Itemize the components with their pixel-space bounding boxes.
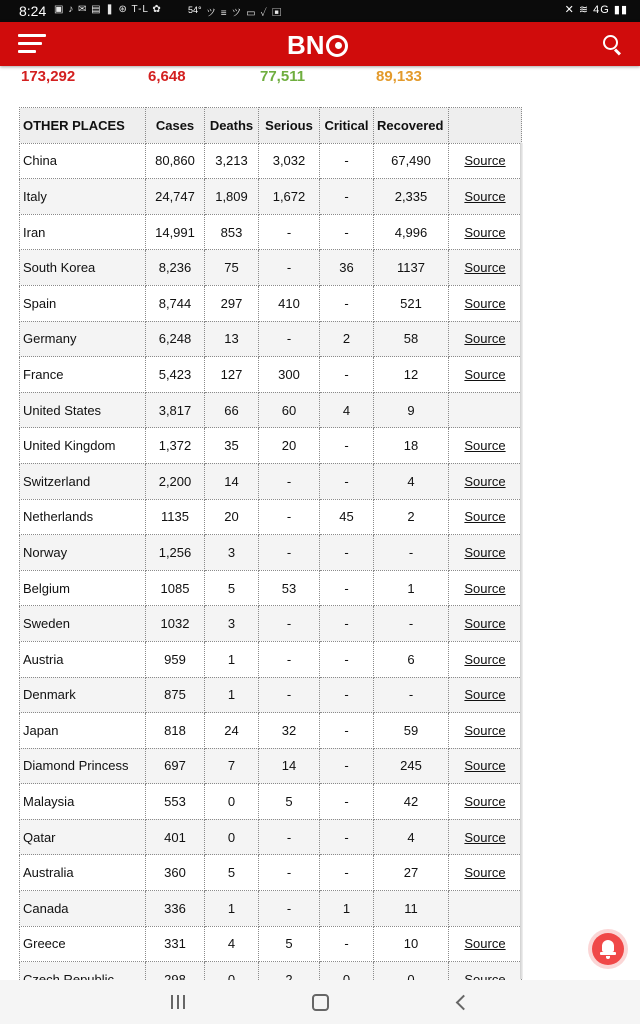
deaths-cell: 3 <box>205 535 259 571</box>
header-critical[interactable]: Critical <box>320 108 374 144</box>
serious-cell: 5 <box>259 784 320 820</box>
place-cell: Germany <box>20 321 146 357</box>
place-cell: Austria <box>20 641 146 677</box>
critical-cell: 1 <box>320 891 374 927</box>
table-row <box>20 677 522 713</box>
table-row <box>20 357 522 393</box>
serious-cell: 60 <box>259 392 320 428</box>
globe-icon <box>326 35 348 57</box>
other-places-table-container[interactable] <box>19 107 521 979</box>
cases-cell: 1,256 <box>146 535 205 571</box>
recovered-cell: 11 <box>374 891 449 927</box>
cases-cell: 8,744 <box>146 285 205 321</box>
android-nav-bar <box>0 980 640 1024</box>
serious-cell: 32 <box>259 713 320 749</box>
deaths-cell: 853 <box>205 214 259 250</box>
deaths-cell: 20 <box>205 499 259 535</box>
source-link[interactable]: Source <box>449 819 522 855</box>
serious-cell: 5 <box>259 926 320 962</box>
totals-summary <box>0 66 640 106</box>
header-deaths[interactable]: Deaths <box>205 108 259 144</box>
serious-cell: 410 <box>259 285 320 321</box>
notification-bell-icon[interactable] <box>592 933 624 965</box>
serious-cell: 20 <box>259 428 320 464</box>
serious-cell: 1,672 <box>259 179 320 215</box>
total-deaths: 6,648 <box>148 68 186 85</box>
deaths-cell: 0 <box>205 819 259 855</box>
place-cell: Iran <box>20 214 146 250</box>
recovered-cell: 2 <box>374 499 449 535</box>
critical-cell: - <box>320 713 374 749</box>
critical-cell: - <box>320 641 374 677</box>
table-row <box>20 606 522 642</box>
recovered-cell: 42 <box>374 784 449 820</box>
serious-cell: - <box>259 891 320 927</box>
table-row <box>20 926 522 962</box>
recent-apps-icon[interactable] <box>171 995 187 1009</box>
table-row <box>20 855 522 891</box>
header-other-places[interactable]: OTHER PLACES <box>20 108 146 144</box>
place-cell: France <box>20 357 146 393</box>
place-cell: Sweden <box>20 606 146 642</box>
status-more-icons: ツ ≡ ツ ▭ ✓ ▣ <box>206 8 283 19</box>
cases-cell: 1085 <box>146 570 205 606</box>
header-cases[interactable]: Cases <box>146 108 205 144</box>
cases-cell: 959 <box>146 641 205 677</box>
table-row <box>20 143 522 179</box>
recovered-cell: - <box>374 606 449 642</box>
table-row <box>20 179 522 215</box>
cases-cell: 1,372 <box>146 428 205 464</box>
hamburger-menu-icon[interactable] <box>18 34 46 54</box>
cases-cell: 336 <box>146 891 205 927</box>
cases-cell: 331 <box>146 926 205 962</box>
recovered-cell: 18 <box>374 428 449 464</box>
app-header <box>0 22 640 66</box>
cases-cell: 5,423 <box>146 357 205 393</box>
recovered-cell: 4 <box>374 463 449 499</box>
serious-cell: 3,032 <box>259 143 320 179</box>
place-cell: United Kingdom <box>20 428 146 464</box>
cases-cell: 24,747 <box>146 179 205 215</box>
source-link[interactable]: Source <box>449 463 522 499</box>
source-link[interactable]: Source <box>449 606 522 642</box>
critical-cell: - <box>320 748 374 784</box>
cases-cell: 80,860 <box>146 143 205 179</box>
table-row <box>20 713 522 749</box>
status-temperature: 54° <box>188 5 202 15</box>
cases-cell: 14,991 <box>146 214 205 250</box>
table-row <box>20 819 522 855</box>
recovered-cell: 521 <box>374 285 449 321</box>
place-cell: Greece <box>20 926 146 962</box>
total-cases: 173,292 <box>21 68 76 85</box>
place-cell: Canada <box>20 891 146 927</box>
critical-cell: 36 <box>320 250 374 286</box>
source-link[interactable]: Source <box>449 321 522 357</box>
deaths-cell: 4 <box>205 926 259 962</box>
table-row <box>20 499 522 535</box>
critical-cell: - <box>320 357 374 393</box>
source-link <box>449 392 522 428</box>
recovered-cell: 6 <box>374 641 449 677</box>
recovered-cell: 67,490 <box>374 143 449 179</box>
table-row <box>20 285 522 321</box>
source-link[interactable]: Source <box>449 713 522 749</box>
deaths-cell: 5 <box>205 855 259 891</box>
place-cell: Denmark <box>20 677 146 713</box>
status-notification-icons: ▣ ♪ ✉ ▤ ❚ ⊛ T-L ✿ <box>54 4 162 15</box>
source-link[interactable]: Source <box>449 428 522 464</box>
source-link[interactable]: Source <box>449 357 522 393</box>
place-cell: Diamond Princess <box>20 748 146 784</box>
cases-cell: 697 <box>146 748 205 784</box>
place-cell: Italy <box>20 179 146 215</box>
source-link[interactable]: Source <box>449 570 522 606</box>
other-places-table <box>19 107 522 998</box>
critical-cell: - <box>320 926 374 962</box>
critical-cell: 4 <box>320 392 374 428</box>
critical-cell: - <box>320 143 374 179</box>
deaths-cell: 1 <box>205 641 259 677</box>
total-recovered: 77,511 <box>260 68 306 85</box>
place-cell: Malaysia <box>20 784 146 820</box>
table-row <box>20 891 522 927</box>
logo-text: BN <box>287 30 325 60</box>
critical-cell: - <box>320 570 374 606</box>
source-link[interactable]: Source <box>449 535 522 571</box>
critical-cell: - <box>320 819 374 855</box>
serious-cell: - <box>259 499 320 535</box>
status-system-icons: ✕ ≋ 4G ▮▮ <box>564 4 628 16</box>
critical-cell: - <box>320 285 374 321</box>
recovered-cell: 1137 <box>374 250 449 286</box>
deaths-cell: 13 <box>205 321 259 357</box>
deaths-cell: 1 <box>205 891 259 927</box>
deaths-cell: 14 <box>205 463 259 499</box>
table-row <box>20 641 522 677</box>
serious-cell: 53 <box>259 570 320 606</box>
deaths-cell: 3 <box>205 606 259 642</box>
critical-cell: 45 <box>320 499 374 535</box>
critical-cell: - <box>320 784 374 820</box>
recovered-cell: 9 <box>374 392 449 428</box>
recovered-cell: 1 <box>374 570 449 606</box>
deaths-cell: 7 <box>205 748 259 784</box>
serious-cell: - <box>259 535 320 571</box>
deaths-cell: 66 <box>205 392 259 428</box>
table-scroll-edge <box>520 143 523 979</box>
cases-cell: 360 <box>146 855 205 891</box>
table-row <box>20 784 522 820</box>
place-cell: South Korea <box>20 250 146 286</box>
recovered-cell: 4,996 <box>374 214 449 250</box>
recovered-cell: 245 <box>374 748 449 784</box>
deaths-cell: 5 <box>205 570 259 606</box>
place-cell: Belgium <box>20 570 146 606</box>
critical-cell: - <box>320 677 374 713</box>
cases-cell: 553 <box>146 784 205 820</box>
header-recovered[interactable]: Recovered <box>374 108 449 144</box>
recovered-cell: 4 <box>374 819 449 855</box>
status-time: 8:24 <box>19 3 47 19</box>
deaths-cell: 3,213 <box>205 143 259 179</box>
serious-cell: - <box>259 819 320 855</box>
critical-cell: - <box>320 463 374 499</box>
critical-cell: - <box>320 606 374 642</box>
table-row <box>20 428 522 464</box>
source-link[interactable]: Source <box>449 143 522 179</box>
serious-cell: - <box>259 606 320 642</box>
place-cell: Qatar <box>20 819 146 855</box>
cases-cell: 3,817 <box>146 392 205 428</box>
cases-cell: 1135 <box>146 499 205 535</box>
serious-cell: - <box>259 677 320 713</box>
serious-cell: - <box>259 463 320 499</box>
place-cell: Norway <box>20 535 146 571</box>
source-link[interactable]: Source <box>449 926 522 962</box>
place-cell: China <box>20 143 146 179</box>
recovered-cell: 58 <box>374 321 449 357</box>
cases-cell: 818 <box>146 713 205 749</box>
search-icon[interactable] <box>603 35 621 53</box>
deaths-cell: 0 <box>205 784 259 820</box>
table-row <box>20 748 522 784</box>
header-serious[interactable]: Serious <box>259 108 320 144</box>
cases-cell: 875 <box>146 677 205 713</box>
critical-cell: - <box>320 855 374 891</box>
recovered-cell: 27 <box>374 855 449 891</box>
serious-cell: - <box>259 321 320 357</box>
critical-cell: - <box>320 179 374 215</box>
source-link[interactable]: Source <box>449 641 522 677</box>
deaths-cell: 297 <box>205 285 259 321</box>
status-bar <box>0 0 640 22</box>
source-link[interactable]: Source <box>449 499 522 535</box>
place-cell: Switzerland <box>20 463 146 499</box>
critical-cell: - <box>320 214 374 250</box>
deaths-cell: 35 <box>205 428 259 464</box>
critical-cell: - <box>320 535 374 571</box>
serious-cell: - <box>259 855 320 891</box>
recovered-cell: - <box>374 535 449 571</box>
source-link[interactable]: Source <box>449 214 522 250</box>
table-row <box>20 392 522 428</box>
table-row <box>20 250 522 286</box>
cases-cell: 2,200 <box>146 463 205 499</box>
cases-cell: 6,248 <box>146 321 205 357</box>
table-row <box>20 463 522 499</box>
source-link[interactable]: Source <box>449 285 522 321</box>
critical-cell: - <box>320 428 374 464</box>
place-cell: Japan <box>20 713 146 749</box>
source-link[interactable]: Source <box>449 784 522 820</box>
source-link[interactable]: Source <box>449 179 522 215</box>
total-active: 89,133 <box>376 68 422 85</box>
cases-cell: 1032 <box>146 606 205 642</box>
table-row <box>20 535 522 571</box>
source-link[interactable]: Source <box>449 250 522 286</box>
deaths-cell: 75 <box>205 250 259 286</box>
place-cell: United States <box>20 392 146 428</box>
recovered-cell: 10 <box>374 926 449 962</box>
source-link[interactable]: Source <box>449 748 522 784</box>
back-icon[interactable] <box>452 993 468 1009</box>
cases-cell: 401 <box>146 819 205 855</box>
table-row <box>20 321 522 357</box>
table-row <box>20 570 522 606</box>
source-link[interactable]: Source <box>449 855 522 891</box>
cases-cell: 8,236 <box>146 250 205 286</box>
table-row <box>20 214 522 250</box>
source-link <box>449 891 522 927</box>
place-cell: Spain <box>20 285 146 321</box>
table-header-row <box>20 108 522 144</box>
deaths-cell: 127 <box>205 357 259 393</box>
serious-cell: - <box>259 250 320 286</box>
serious-cell: 14 <box>259 748 320 784</box>
deaths-cell: 1,809 <box>205 179 259 215</box>
recovered-cell: 59 <box>374 713 449 749</box>
place-cell: Australia <box>20 855 146 891</box>
recovered-cell: 12 <box>374 357 449 393</box>
recovered-cell: 2,335 <box>374 179 449 215</box>
place-cell: Netherlands <box>20 499 146 535</box>
recovered-cell: - <box>374 677 449 713</box>
header-source <box>449 108 522 144</box>
deaths-cell: 24 <box>205 713 259 749</box>
critical-cell: 2 <box>320 321 374 357</box>
serious-cell: 300 <box>259 357 320 393</box>
serious-cell: - <box>259 641 320 677</box>
source-link[interactable]: Source <box>449 677 522 713</box>
bno-logo[interactable] <box>287 30 348 58</box>
deaths-cell: 1 <box>205 677 259 713</box>
serious-cell: - <box>259 214 320 250</box>
home-icon[interactable] <box>312 994 329 1011</box>
